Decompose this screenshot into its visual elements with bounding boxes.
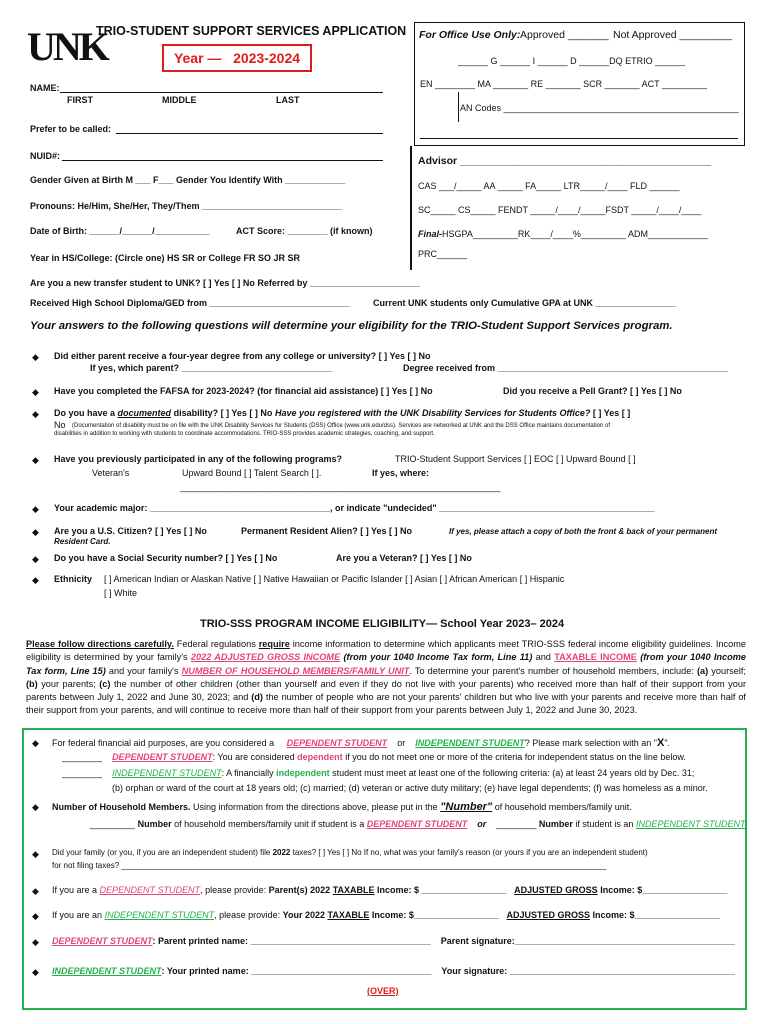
- office-sc-line[interactable]: SC_____ CS_____ FENDT _____/____/_____FSDT _____/____/____: [418, 205, 702, 215]
- dependent-signature: DEPENDENT STUDENT: Parent printed name: ____________________________________ Parent signature:____________________________________________: [52, 936, 736, 946]
- unk-logo-text: UNK: [27, 24, 107, 69]
- dob-field[interactable]: Date of Birth: ______/______/___________: [30, 226, 210, 236]
- bullet-icon: ◆: [32, 738, 39, 748]
- dependent-income: If you are a DEPENDENT STUDENT, please provide: Parent(s) 2022 TAXABLE Income: $ _________________ ADJUSTED GROSS Income: $_________________: [52, 885, 728, 895]
- q-which-parent[interactable]: If yes, which parent? ______________________________: [90, 363, 332, 373]
- independent-signature: INDEPENDENT STUDENT: Your printed name: ____________________________________ Your signature: _____________________________________________: [52, 966, 735, 976]
- prefer-field[interactable]: [116, 133, 383, 134]
- name-label: NAME:: [30, 83, 60, 93]
- bullet-icon: ◆: [32, 967, 39, 977]
- nuid-field[interactable]: [62, 160, 383, 161]
- gender-line[interactable]: Gender Given at Birth M ___ F___ Gender You Identify With ____________: [30, 175, 346, 185]
- bullet-icon: ◆: [32, 352, 39, 362]
- office-prc[interactable]: PRC______: [418, 249, 468, 259]
- office-line-en[interactable]: EN ________ MA _______ RE _______ SCR _______ ACT _________: [420, 79, 708, 89]
- office-blank-line: [420, 138, 738, 139]
- office-cas-line[interactable]: CAS ___/_____ AA _____ FA_____ LTR_____/____ FLD ______: [418, 181, 680, 191]
- q-programs-where-field[interactable]: ________________________________________________________________: [180, 482, 501, 492]
- bullet-icon: ◆: [32, 911, 39, 921]
- name-first: FIRST: [67, 95, 93, 105]
- q-parent-degree[interactable]: Did either parent receive a four-year degree from any college or university? [ ] Yes [ ] No: [54, 351, 431, 361]
- taxes-question: Did your family (or you, if you are an independent student) file 2022 taxes? [ ] Yes [ ] No If no, what was your family's reason (or yours if you are an independent student): [52, 848, 648, 857]
- q-pell-grant[interactable]: Did you receive a Pell Grant? [ ] Yes [ ] No: [503, 386, 682, 396]
- independent-criteria: (b) orphan or ward of the court at 18 years old; (c) married; (d) veteran or active duty military; (e) have legal dependents; (f) was homeless as a minor.: [112, 783, 708, 793]
- bullet-icon: ◆: [32, 802, 39, 812]
- disability-note-1: (Documentation of disability must be on file with the UNK Disability Services for Students (DSS) Office (www.unk.edu/dss). Services are networked at UNK and the DSS Office maintains documentation of: [72, 423, 611, 429]
- q-resident-note-2: Resident Card.: [54, 537, 111, 546]
- q-programs-veterans: Veteran's: [92, 468, 130, 478]
- q-ethnicity-label: Ethnicity: [54, 574, 93, 584]
- q-citizen[interactable]: Are you a U.S. Citizen? [ ] Yes [ ] No: [54, 526, 207, 536]
- bullet-icon: ◆: [32, 455, 39, 465]
- q-degree-from[interactable]: Degree received from ______________________________________________: [403, 363, 728, 373]
- q-programs-options[interactable]: TRIO-Student Support Services [ ] EOC [ ] Upward Bound [ ]: [395, 454, 636, 464]
- bullet-icon: ◆: [32, 886, 39, 896]
- year-value: 2023-2024: [233, 50, 301, 66]
- form-title: TRIO-STUDENT SUPPORT SERVICES APPLICATION: [96, 24, 407, 38]
- household-members-label: Number of Household Members. Using information from the directions above, please put in the "Number" of household members/family unit.: [52, 801, 632, 813]
- taxes-reason-field[interactable]: for not filing taxes? _____________________________________________________________________________________________________________: [52, 861, 607, 870]
- year-in-school[interactable]: Year in HS/College: (Circle one) HS SR or College FR SO JR SR: [30, 253, 301, 263]
- household-members-fields: _________ Number of household members/family unit if student is a DEPENDENT STUDENT or ________ Number if student is an INDEPENDENT STUDENT: [90, 819, 746, 829]
- income-title: TRIO-SSS PROGRAM INCOME ELIGIBILITY— School Year 2023– 2024: [200, 618, 565, 630]
- name-middle: MIDDLE: [162, 95, 197, 105]
- pronouns-line[interactable]: Pronouns: He/Him, She/Her, They/Them ____________________________: [30, 201, 343, 211]
- bullet-icon: ◆: [32, 527, 39, 537]
- independent-income: If you are an INDEPENDENT STUDENT, please provide: Your 2022 TAXABLE Income: $_________________ ADJUSTED GROSS Income: $_________________: [52, 910, 720, 920]
- office-approved[interactable]: Approved _______: [520, 29, 609, 41]
- q-ethnicity-options[interactable]: [ ] American Indian or Alaskan Native [ ] Native Hawaiian or Pacific Islander [ ] Asian [ ] African American [ ] Hispanic: [104, 574, 565, 584]
- prefer-label: Prefer to be called:: [30, 124, 112, 134]
- office-divider: [458, 92, 459, 122]
- bullet-icon: ◆: [32, 387, 39, 397]
- q-programs-options-2[interactable]: Upward Bound [ ] Talent Search [ ].: [182, 468, 322, 478]
- independent-option: ________ INDEPENDENT STUDENT: A financially independent student must meet at least one of the following criteria: (a) at least 24 years old by Dec. 31;: [62, 768, 695, 778]
- nuid-label: NUID#:: [30, 151, 61, 161]
- office-vertical-rule: [410, 146, 412, 270]
- disability-note-2: disabilities in addition to working with students to coordinate accommodations. TRIO-SSS provides academic strategies, coaching, and support.: [54, 431, 435, 437]
- bullet-icon: ◆: [32, 409, 39, 419]
- q-disability-no[interactable]: No: [54, 420, 66, 430]
- q-programs: Have you previously participated in any of the following programs?: [54, 454, 343, 464]
- over-label: (OVER): [367, 986, 399, 996]
- bullet-icon: ◆: [32, 575, 39, 585]
- year-label: Year —: [173, 50, 222, 66]
- advisor-field[interactable]: Advisor ___________________________________________: [418, 155, 712, 167]
- q-fafsa[interactable]: Have you completed the FAFSA for 2023-2024? (for financial aid assistance) [ ] Yes [ ] No: [54, 386, 433, 396]
- name-last: LAST: [276, 95, 300, 105]
- q-ethnicity-white[interactable]: [ ] White: [104, 588, 138, 598]
- bullet-icon: ◆: [32, 937, 39, 947]
- dependency-question: For federal financial aid purposes, are you considered a DEPENDENT STUDENT or INDEPENDENT STUDENT? Please mark selection with an "X".: [52, 737, 671, 749]
- office-line-codes[interactable]: ______ G ______ I ______ D ______DQ ETRIO ______: [458, 56, 686, 66]
- office-use-label: For Office Use Only:: [419, 29, 521, 41]
- income-directions: Please follow directions carefully. Federal regulations require income information to determine which applicants meet TRIO-SSS federal income eligibility guidelines. Income eligibility is determined by your family's 2022 ADJUSTED GROSS INCOME (from your 1040 Income Tax form, Line 11) and TAXABLE INCOME (from your 1040 Income Tax form, Line 15) and your family's NUMBER OF HOUSEHOLD MEMBERS/FAMILY UNIT. To determine your parent's number of household members, include: (a) yourself; (b) your parents; (c) the number of other children (other than yourself and even if they do not live with your parents) who received more than half of their support from your parents between July 1, 2022 and June 30, 2023; and (d) the number of people who are not your parents' children but who live with your parents and receive more than half of their support from your parents, and will continue to receive more than half of their support from your parents between July 1, 2022 and June 30, 2023.: [26, 639, 747, 716]
- office-an-codes[interactable]: AN Codes _______________________________________________: [460, 103, 739, 113]
- q-disability: Do you have a documented disability? [ ] Yes [ ] No Have you registered with the UNK Disability Services for Students Office? [ ] Yes [ ]: [54, 408, 631, 418]
- transfer-question[interactable]: Are you a new transfer student to UNK? [ ] Yes [ ] No Referred by ______________________: [30, 278, 421, 288]
- bullet-icon: ◆: [32, 504, 39, 514]
- office-not-approved[interactable]: Not Approved _________: [613, 29, 733, 41]
- gpa-field[interactable]: Current UNK students only Cumulative GPA at UNK ________________: [373, 298, 676, 308]
- eligibility-intro: Your answers to the following questions will determine your eligibility for the TRIO-Student Support Services program.: [30, 320, 673, 332]
- diploma-field[interactable]: Received High School Diploma/GED from ____________________________: [30, 298, 350, 308]
- act-field[interactable]: ACT Score: ________ (if known): [236, 226, 373, 236]
- unk-logo: [26, 22, 107, 69]
- q-programs-where-label: If yes, where:: [372, 468, 430, 478]
- year-box: [162, 44, 312, 72]
- q-veteran[interactable]: Are you a Veteran? [ ] Yes [ ] No: [336, 553, 472, 563]
- dependent-option: ________ DEPENDENT STUDENT: You are considered dependent if you do not meet one or more of the criteria for independent status on the line below.: [62, 752, 686, 762]
- q-major[interactable]: Your academic major: ____________________________________, or indicate "undecided" ___________________________________________: [54, 503, 655, 513]
- name-field[interactable]: [60, 92, 383, 93]
- q-ssn[interactable]: Do you have a Social Security number? [ ] Yes [ ] No: [54, 553, 278, 563]
- bullet-icon: ◆: [32, 849, 39, 859]
- office-final-line[interactable]: HSGPA_________RK____/____%_________ ADM____________: [442, 229, 709, 239]
- final-label: Final-: [418, 229, 442, 239]
- q-resident-alien[interactable]: Permanent Resident Alien? [ ] Yes [ ] No: [241, 526, 413, 536]
- q-resident-note: If yes, please attach a copy of both the front & back of your permanent: [449, 527, 718, 536]
- bullet-icon: ◆: [32, 554, 39, 564]
